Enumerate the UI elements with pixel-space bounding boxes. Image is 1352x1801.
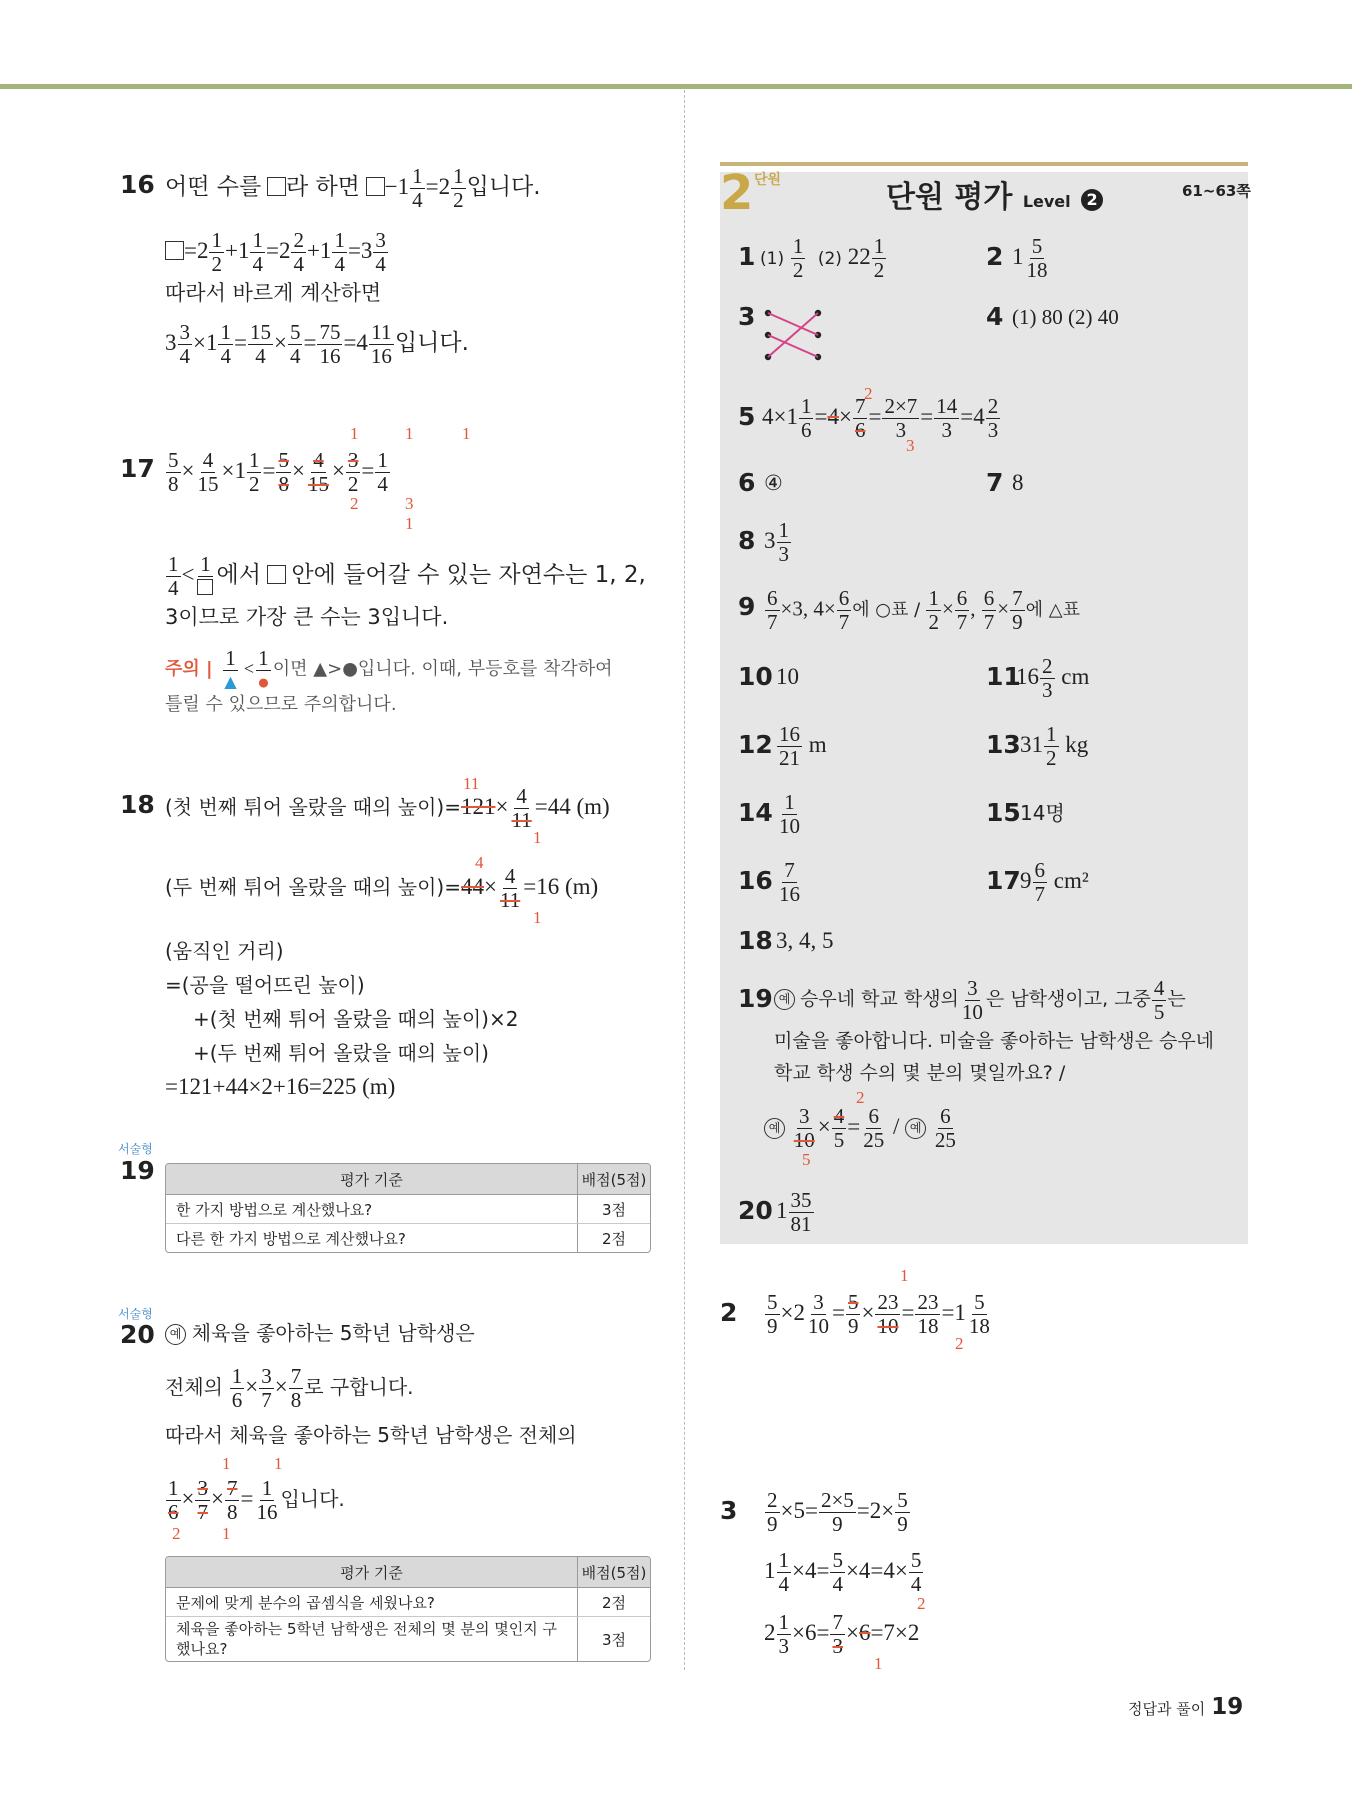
cancel-mark: 2 xyxy=(917,1594,926,1613)
cancel-mark: 1 xyxy=(405,424,414,443)
rubric-table-19 xyxy=(165,1163,651,1253)
answer-14-number: 14 xyxy=(738,798,773,827)
problem-19-tag: 서술형 xyxy=(118,1142,153,1156)
footer-label: 정답과 풀이 xyxy=(1128,1700,1206,1718)
problem-20-line2: 전체의 $\frac{1}{6}$ × $\frac{3}{7}$ × $\frac{7}{8}$ 로 구합니다. xyxy=(165,1364,414,1412)
cancel-mark: 3 xyxy=(405,494,414,513)
column-divider xyxy=(684,90,685,1670)
problem-20-tag: 서술형 xyxy=(118,1307,153,1321)
cancel-mark: 11 xyxy=(463,774,480,793)
answer-7-number: 7 xyxy=(986,468,1004,497)
cancel-mark: 5 xyxy=(802,1150,811,1169)
explanation-3-line1: $\frac{2}{9}$ ×5= $\frac{2\times 5}{9}$ =2× $\frac{5}{9}$ xyxy=(767,1488,908,1536)
problem-17-note-line2: 틀릴 수 있으므로 주의합니다. xyxy=(165,694,397,715)
problem-17-equation: $\frac{5}{8}$ × $\frac{4}{15}$ ×1 $\frac{1}{2}$ = $\frac{5}{8}$ × $\frac{4}{15}$ × $\frac{3}{2}$ = $\frac{1}{4}$ xyxy=(168,448,388,496)
problem-16-number: 16 xyxy=(120,170,155,199)
problem-17-number: 17 xyxy=(120,454,155,483)
table-row: 체육을 좋아하는 5학년 남학생은 전체의 몇 분의 몇인지 구했나요? 3점 xyxy=(166,1617,650,1662)
answer-13-number: 13 xyxy=(986,730,1021,759)
table-row: 문제에 맞게 분수의 곱셈식을 세웠나요? 2점 xyxy=(166,1588,650,1617)
cancel-mark: 1 xyxy=(405,514,414,533)
problem-18-moved3: +(두 번째 튀어 올랐을 때의 높이) xyxy=(193,1041,489,1065)
problem-19-number: 19 xyxy=(120,1156,155,1185)
problem-18-moved: (움직인 거리) xyxy=(165,939,284,963)
answer-10: 10 xyxy=(776,664,799,689)
problem-16-line2: =2 $\frac{1}{2}$ +1 $\frac{1}{4}$ =2 $\frac{2}{4}$ +1 $\frac{1}{4}$ =3 $\frac{3}{4}$ xyxy=(165,230,389,275)
answer-14: $\frac{1}{10}$ xyxy=(779,790,800,838)
problem-18-first: (첫 번째 튀어 올랐을 때의 높이)=121× $\frac{4}{11}$ =44 (m) xyxy=(165,784,610,832)
answer-1-number: 1 xyxy=(738,242,756,271)
problem-20-line1: 예 체육을 좋아하는 5학년 남학생은 xyxy=(165,1318,475,1348)
cancel-mark: 1 xyxy=(533,908,542,927)
cancel-mark: 2 xyxy=(172,1524,181,1543)
answer-8-number: 8 xyxy=(738,526,756,555)
explanation-2-number: 2 xyxy=(720,1298,738,1327)
answer-7: 8 xyxy=(1012,470,1024,495)
answer-16: $\frac{7}{16}$ xyxy=(779,858,800,906)
problem-17-line3: 3이므로 가장 큰 수는 3입니다. xyxy=(165,605,449,629)
problem-18-number: 18 xyxy=(120,790,155,819)
answer-18: 3, 4, 5 xyxy=(776,928,834,953)
problem-18-moved1: =(공을 떨어뜨린 높이) xyxy=(165,973,365,997)
cancel-mark: 1 xyxy=(350,424,359,443)
answer-8: 3 $\frac{1}{3}$ xyxy=(764,518,789,566)
rubric-table-20 xyxy=(165,1556,651,1662)
blank-box-icon xyxy=(366,177,385,196)
answer-20: 1 $\frac{35}{81}$ xyxy=(776,1188,812,1236)
rubric-header-score: 배점(5점) xyxy=(578,1557,651,1588)
blank-box-icon xyxy=(267,565,286,584)
answer-19-line3: 학교 학생 수의 몇 분의 몇일까요? / xyxy=(774,1062,1066,1084)
answer-10-number: 10 xyxy=(738,662,773,691)
cancel-mark: 1 xyxy=(874,1654,883,1673)
unit-number: 2 xyxy=(720,165,754,221)
panel-title: 단원 평가 Level 2 xyxy=(886,172,1103,216)
page-footer xyxy=(1128,1694,1243,1720)
table-row: 한 가지 방법으로 계산했나요? 3점 xyxy=(166,1195,650,1224)
matching-lines-diagram xyxy=(760,305,824,369)
explanation-3-line3: 2 $\frac{1}{3}$ ×6= $\frac{7}{3}$ ×6=7×2 xyxy=(764,1610,920,1658)
page-number: 19 xyxy=(1211,1694,1244,1720)
answer-1: (1) $\frac{1}{2}$ (2) 22 $\frac{1}{2}$ xyxy=(760,234,885,282)
problem-16-conclusion: 따라서 바르게 계산하면 xyxy=(165,281,382,305)
problem-20-line4: $\frac{1}{6}$ × $\frac{3}{7}$ × $\frac{7}{8}$ = $\frac{1}{16}$ 입니다. xyxy=(168,1476,345,1524)
problem-18-second: (두 번째 튀어 올랐을 때의 높이)=44× $\frac{4}{11}$ =16 (m) xyxy=(165,864,599,912)
answer-15-number: 15 xyxy=(986,798,1021,827)
cancel-mark: 2 xyxy=(864,384,873,403)
answer-3-number: 3 xyxy=(738,302,756,331)
answer-19-equation: 예 $\frac{3}{10}$ × $\frac{4}{5}$ = $\frac{6}{25}$ / 예 $\frac{6}{25}$ xyxy=(764,1106,959,1151)
problem-16-line4: 3 $\frac{3}{4}$ ×1 $\frac{1}{4}$ = $\frac{15}{4}$ × $\frac{5}{4}$ = $\frac{75}{16}$ =4 $\frac{11}{16}$ 입니다. xyxy=(165,320,469,368)
cancel-mark: 2 xyxy=(856,1088,865,1107)
page-range: 61~63쪽 xyxy=(1182,182,1251,200)
answer-17: 9 $\frac{6}{7}$ cm² xyxy=(1020,858,1089,906)
rubric-header-criteria: 평가 기준 xyxy=(166,1164,578,1195)
cancel-mark: 1 xyxy=(900,1266,909,1285)
cancel-mark: 1 xyxy=(274,1454,283,1473)
answer-5-number: 5 xyxy=(738,402,756,431)
cancel-mark: 1 xyxy=(222,1524,231,1543)
answer-17-number: 17 xyxy=(986,866,1021,895)
answer-12: $\frac{16}{21}$ m xyxy=(779,722,827,770)
problem-18-moved2: +(첫 번째 튀어 올랐을 때의 높이)×2 xyxy=(193,1007,519,1031)
answer-15: 14명 xyxy=(1020,801,1065,825)
cancel-mark: 2 xyxy=(955,1334,964,1353)
cancel-mark: 3 xyxy=(906,436,915,455)
problem-18-moved4: =121+44×2+16=225 (m) xyxy=(165,1074,396,1099)
panel-top-rule xyxy=(720,162,1248,166)
rubric-header-criteria: 평가 기준 xyxy=(166,1557,578,1588)
answer-11: 16 $\frac{2}{3}$ cm xyxy=(1016,654,1090,702)
problem-16-line1: 어떤 수를 라 하면 −1 $\frac{1}{4}$ =2 $\frac{1}{2}$ 입니다. xyxy=(165,164,541,212)
answer-4-number: 4 xyxy=(986,302,1004,331)
explanation-3-line2: 1 $\frac{1}{4}$ ×4= $\frac{5}{4}$ ×4=4× $\frac{5}{4}$ xyxy=(764,1548,922,1596)
example-mark-icon: 예 xyxy=(165,1324,186,1345)
answer-19-number: 19 xyxy=(738,984,773,1013)
answer-20-number: 20 xyxy=(738,1196,773,1225)
problem-17-line2: $\frac{1}{4}$ < 1 에서 안에 들어갈 수 있는 자연수는 1, 2, xyxy=(168,552,646,600)
answer-13: 31 $\frac{1}{2}$ kg xyxy=(1020,722,1089,770)
cancel-mark: 1 xyxy=(222,1454,231,1473)
problem-20-number: 20 xyxy=(120,1320,155,1349)
cancel-mark: 4 xyxy=(475,853,484,872)
example-mark-icon: 예 xyxy=(905,1118,926,1139)
answer-16-number: 16 xyxy=(738,866,773,895)
cancel-mark: 1 xyxy=(462,424,471,443)
rubric-header-score: 배점(5점) xyxy=(578,1164,651,1195)
answer-5: 4×1 $\frac{1}{6}$ =4× $\frac{7}{6}$ = $\frac{2\times 7}{3}$ = $\frac{14}{3}$ =4 $\frac{2}{3}$ xyxy=(762,394,999,442)
top-rule xyxy=(0,84,1352,89)
answer-12-number: 12 xyxy=(738,730,773,759)
explanation-2: $\frac{5}{9}$ ×2 $\frac{3}{10}$ = $\frac{5}{9}$ × $\frac{23}{10}$ = $\frac{23}{18}$ =1 $\frac{5}{18}$ xyxy=(767,1290,990,1338)
answer-9-number: 9 xyxy=(738,592,756,621)
answer-9: $\frac{6}{7}$ ×3, 4× $\frac{6}{7}$ 에 ○표 / $\frac{1}{2}$ × $\frac{6}{7}$ , $\frac{6}{7}$ × $\frac{7}{9}$ 에 △표 xyxy=(767,586,1080,634)
blank-box-icon xyxy=(165,241,184,260)
problem-17-note: 주의 | $\frac{1}{▲}$ < $\frac{1}{●}$ 이면 ▲>●입니다. 이때, 부등호를 착각하여 xyxy=(165,646,613,694)
answer-4: (1) 80 (2) 40 xyxy=(1012,305,1119,329)
cancel-mark: 1 xyxy=(533,828,542,847)
table-row: 다른 한 가지 방법으로 계산했나요? 2점 xyxy=(166,1224,650,1253)
answer-2-number: 2 xyxy=(986,242,1004,271)
problem-20-line3: 따라서 체육을 좋아하는 5학년 남학생은 전체의 xyxy=(165,1423,577,1447)
example-mark-icon: 예 xyxy=(774,989,795,1010)
blank-box-icon xyxy=(267,177,286,196)
example-mark-icon: 예 xyxy=(764,1118,785,1139)
answer-6-number: 6 xyxy=(738,468,756,497)
answer-6: ④ xyxy=(764,471,783,495)
answer-19-line2: 미술을 좋아합니다. 미술을 좋아하는 남학생은 승우네 xyxy=(774,1030,1215,1052)
answer-19-line1: 예 승우네 학교 학생의 $\frac{3}{10}$ 은 남학생이고, 그중 $\frac{4}{5}$ 는 xyxy=(774,978,1186,1023)
answer-11-number: 11 xyxy=(986,662,1021,691)
answer-2: 1 $\frac{5}{18}$ xyxy=(1012,234,1048,282)
explanation-3-number: 3 xyxy=(720,1496,738,1525)
unit-word: 단원 xyxy=(754,172,782,188)
level-badge: 2 xyxy=(1081,189,1103,211)
cancel-mark: 2 xyxy=(350,494,359,513)
answer-18-number: 18 xyxy=(738,926,773,955)
